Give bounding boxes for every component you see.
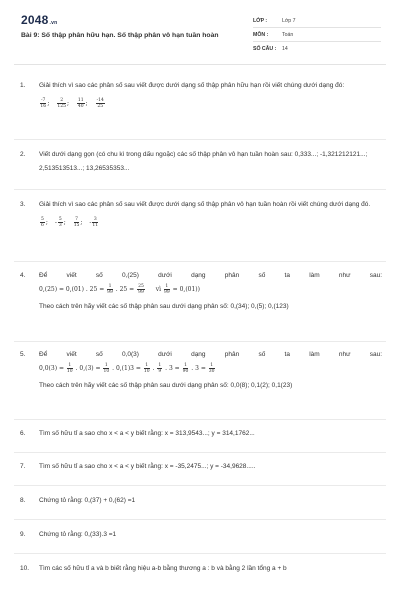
question-7 bbox=[20, 460, 382, 474]
question-text: Tìm số hữu tỉ a sao cho x < a < y biết rằng: x = -35,2475...; y = -34,9628..... bbox=[39, 463, 256, 470]
question-divider bbox=[14, 341, 386, 342]
question-divider bbox=[14, 452, 386, 453]
question-text: Viết dưới dạng gọn (có chu kì trong dấu ngoặc) các số thập phân vô hạn tuần hoàn sau: 0,333...; -1,321212121...; 2,513513513...; 13,26535353... bbox=[39, 151, 368, 172]
question-number: 7. bbox=[20, 463, 26, 470]
meta-row-count: SỐ CÂU : 14 bbox=[253, 45, 288, 52]
question-number: 5. bbox=[20, 351, 26, 358]
question-4 bbox=[20, 269, 382, 314]
question-number: 6. bbox=[20, 430, 26, 437]
question-10 bbox=[20, 562, 382, 576]
worked-formula: 0,0(3) = $\frac{1}{10}$ . 0,(3) = $\frac{1}{10}$ . 0,(1)3 = $\frac{1}{10}$ . $\frac{1}{9}$ . 3 = $\frac{1}{90}$ . 3 = $\frac{1}{30}$ bbox=[39, 363, 215, 374]
question-text: Giải thích vì sao các phân số sau viết được dưới dạng số thập phân hữu hạn rồi viết chúng dưới dạng đó: bbox=[39, 82, 345, 89]
question-divider bbox=[14, 419, 386, 420]
question-text: Theo cách trên hãy viết các số thập phân sau dưới dạng phân số: 0,0(8); 0,1(2); 0,1(23) bbox=[39, 382, 293, 389]
question-2 bbox=[20, 148, 382, 176]
question-text: Theo cách trên hãy viết các số thập phân sau dưới dạng phân số: 0,(34); 0,(5); 0,(123) bbox=[39, 303, 289, 310]
meta-row-class: LỚP : Lớp 7 bbox=[253, 14, 381, 28]
fraction-list bbox=[39, 216, 382, 230]
fraction-item: - $\frac{3}{11}$ bbox=[89, 217, 99, 228]
question-intro: Để viết số 0,0(3) dưới dạng phân số ta làm như sau: bbox=[39, 351, 382, 358]
fraction-item: $\frac{11}{40}$ ; bbox=[77, 98, 88, 109]
question-divider bbox=[14, 189, 386, 190]
fraction-item: - $\frac{5}{3}$ ; bbox=[54, 217, 66, 228]
question-9 bbox=[20, 528, 382, 542]
question-divider bbox=[14, 553, 386, 554]
lesson-meta bbox=[253, 14, 381, 55]
fraction-item: $\frac{5}{6}$ ; bbox=[41, 217, 48, 228]
question-number: 3. bbox=[20, 201, 26, 208]
fraction-item: $\frac{-7}{16}$ ; bbox=[40, 98, 50, 109]
header-divider bbox=[14, 64, 386, 65]
question-number: 10. bbox=[20, 565, 30, 572]
question-number: 1. bbox=[20, 82, 26, 89]
question-1 bbox=[20, 79, 382, 111]
question-5 bbox=[20, 348, 382, 393]
site-logo[interactable]: 2048.vn bbox=[21, 13, 58, 27]
question-6 bbox=[20, 427, 382, 441]
question-divider bbox=[14, 485, 386, 486]
question-divider bbox=[14, 139, 386, 140]
question-divider bbox=[14, 261, 386, 262]
question-text: Chứng tỏ rằng: 0,(37) + 0,(62) =1 bbox=[39, 497, 136, 504]
question-number: 9. bbox=[20, 531, 26, 538]
fraction-item: $\frac{2}{125}$ ; bbox=[57, 98, 69, 109]
meta-row-subject: MÔN : Toán bbox=[253, 28, 381, 42]
worked-formula: 0,(25) = 0,(01) . 25 = $\frac{1}{99}$ . 25 = $\frac{25}{99}$ vì $\frac{1}{99}$ = 0,(01)) bbox=[39, 284, 200, 295]
question-number: 4. bbox=[20, 272, 26, 279]
lesson-title: Bài 9: Số thập phân hữu hạn. Số thập phân vô hạn tuần hoàn bbox=[21, 32, 219, 39]
question-text: Chứng tỏ rằng: 0,(33).3 =1 bbox=[39, 531, 117, 538]
question-3 bbox=[20, 198, 382, 230]
question-divider bbox=[14, 519, 386, 520]
worksheet-header bbox=[0, 0, 400, 64]
fraction-item: $\frac{-14}{25}$ bbox=[96, 98, 104, 109]
question-text: Giải thích vì sao các phân số sau viết được dưới dạng số thập phân vô hạn tuần hoàn rồi viết chúng dưới dạng đó. bbox=[39, 201, 371, 208]
fraction-item: $\frac{7}{15}$ ; bbox=[73, 217, 83, 228]
fraction-list bbox=[39, 97, 382, 111]
question-number: 8. bbox=[20, 497, 26, 504]
question-8 bbox=[20, 494, 382, 508]
question-intro: Để viết số 0,(25) dưới dạng phân số ta làm như sau: bbox=[39, 272, 382, 279]
question-number: 2. bbox=[20, 151, 26, 158]
question-text: Tìm các số hữu tỉ a và b biết rằng hiệu a-b bằng thương a : b và bằng 2 lần tổng a + b bbox=[39, 565, 287, 572]
question-text: Tìm số hữu tỉ a sao cho x < a < y biết rằng: x = 313,9543...; y = 314,1762... bbox=[39, 430, 255, 437]
